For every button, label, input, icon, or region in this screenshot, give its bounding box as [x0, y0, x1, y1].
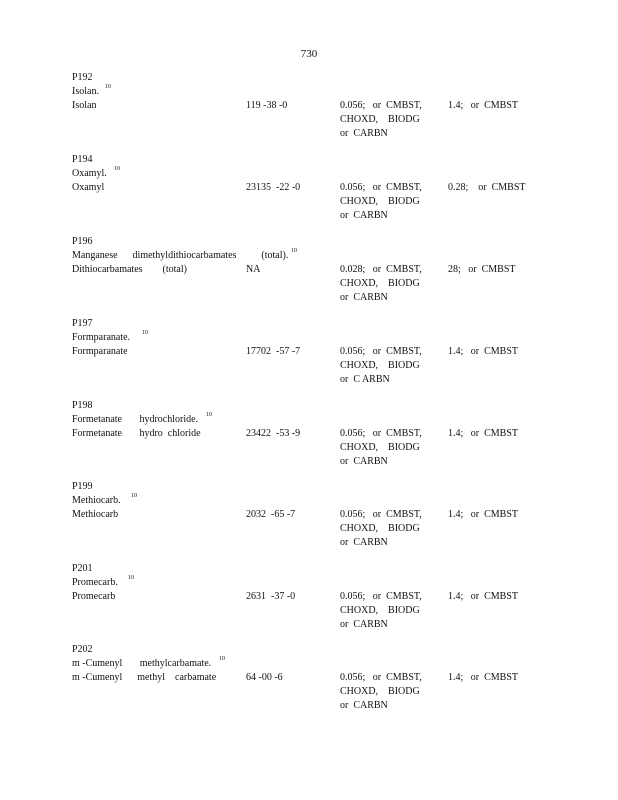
wastewater-standard-line-1: 0.056; or CMBST, — [340, 509, 422, 520]
wastewater-standard-line-1: 0.056; or CMBST, — [340, 428, 422, 439]
waste-code: P198 — [72, 400, 93, 411]
entry-title: Isolan. — [72, 86, 99, 97]
entry-title: Promecarb. — [72, 577, 118, 588]
cas-number: 23422 -53 -9 — [246, 428, 301, 439]
wastewater-standard-line-3: or CARBN — [340, 537, 388, 548]
entry-title: Methiocarb. — [72, 495, 121, 506]
entry-title: Formetanate hydrochloride. — [72, 414, 199, 425]
wastewater-standard-line-2: CHOXD, BIODG — [340, 605, 420, 616]
cas-number: 64 -00 -6 — [246, 672, 283, 683]
waste-entry-p194 — [72, 154, 552, 226]
footnote-marker: 10 — [128, 575, 134, 581]
entry-title: m -Cumenyl methylcarbamate. — [72, 658, 212, 669]
cas-number: 2032 -65 -7 — [246, 509, 296, 520]
wastewater-standard-line-2: CHOXD, BIODG — [340, 442, 420, 453]
waste-entry-p196 — [72, 236, 552, 308]
nonwastewater-standard: 1.4; or CMBST — [448, 100, 519, 111]
footnote-marker: 10 — [291, 248, 297, 254]
waste-code: P196 — [72, 236, 93, 247]
footnote-marker: 10 — [114, 166, 120, 172]
entry-title: Oxamyl. — [72, 168, 107, 179]
wastewater-standard-line-2: CHOXD, BIODG — [340, 278, 420, 289]
nonwastewater-standard: 1.4; or CMBST — [448, 428, 519, 439]
constituent-name: Promecarb — [72, 591, 116, 602]
waste-code: P199 — [72, 481, 93, 492]
waste-entry-p197 — [72, 318, 552, 390]
nonwastewater-standard: 0.28; or CMBST — [448, 182, 526, 193]
footnote-marker: 10 — [131, 493, 137, 499]
cas-number: 119 -38 -0 — [246, 100, 288, 111]
wastewater-standard-line-1: 0.056; or CMBST, — [340, 100, 422, 111]
cas-number: 17702 -57 -7 — [246, 346, 301, 357]
wastewater-standard-line-1: 0.056; or CMBST, — [340, 182, 422, 193]
wastewater-standard-line-2: CHOXD, BIODG — [340, 360, 420, 371]
entry-title: Manganese dimethyldithiocarbamates (total). — [72, 250, 289, 261]
wastewater-standard-line-3: or CARBN — [340, 619, 388, 630]
waste-code: P192 — [72, 72, 93, 83]
wastewater-standard-line-2: CHOXD, BIODG — [340, 114, 420, 125]
footnote-marker: 10 — [142, 330, 148, 336]
constituent-name: Isolan — [72, 100, 97, 111]
wastewater-standard-line-3: or CARBN — [340, 292, 388, 303]
waste-code: P194 — [72, 154, 93, 165]
wastewater-standard-line-3: or CARBN — [340, 128, 388, 139]
wastewater-standard-line-1: 0.028; or CMBST, — [340, 264, 422, 275]
waste-code: P197 — [72, 318, 93, 329]
waste-entry-p202 — [72, 644, 552, 716]
entry-title: Formparanate. — [72, 332, 131, 343]
wastewater-standard-line-1: 0.056; or CMBST, — [340, 346, 422, 357]
waste-entry-p192 — [72, 72, 552, 144]
cas-number: 23135 -22 -0 — [246, 182, 301, 193]
constituent-name: Methiocarb — [72, 509, 119, 520]
page-number: 730 — [300, 48, 318, 60]
constituent-name: Dithiocarbamates (total) — [72, 264, 187, 275]
wastewater-standard-line-2: CHOXD, BIODG — [340, 686, 420, 697]
footnote-marker: 10 — [206, 412, 212, 418]
footnote-marker: 10 — [105, 84, 111, 90]
wastewater-standard-line-3: or CARBN — [340, 210, 388, 221]
wastewater-standard-line-3: or CARBN — [340, 456, 388, 467]
waste-entry-p199 — [72, 481, 552, 553]
nonwastewater-standard: 1.4; or CMBST — [448, 591, 519, 602]
cas-number: 2631 -37 -0 — [246, 591, 296, 602]
nonwastewater-standard: 28; or CMBST — [448, 264, 516, 275]
constituent-name: Formparanate — [72, 346, 128, 357]
wastewater-standard-line-1: 0.056; or CMBST, — [340, 591, 422, 602]
waste-code: P202 — [72, 644, 93, 655]
waste-entry-p201 — [72, 563, 552, 635]
nonwastewater-standard: 1.4; or CMBST — [448, 672, 519, 683]
nonwastewater-standard: 1.4; or CMBST — [448, 346, 519, 357]
wastewater-standard-line-3: or C ARBN — [340, 374, 390, 385]
wastewater-standard-line-2: CHOXD, BIODG — [340, 523, 420, 534]
wastewater-standard-line-1: 0.056; or CMBST, — [340, 672, 422, 683]
wastewater-standard-line-2: CHOXD, BIODG — [340, 196, 420, 207]
wastewater-standard-line-3: or CARBN — [340, 700, 388, 711]
footnote-marker: 10 — [219, 656, 225, 662]
waste-code: P201 — [72, 563, 93, 574]
cas-number: NA — [246, 264, 261, 275]
constituent-name: m -Cumenyl methyl carbamate — [72, 672, 217, 683]
constituent-name: Formetanate hydro chloride — [72, 428, 201, 439]
nonwastewater-standard: 1.4; or CMBST — [448, 509, 519, 520]
waste-entry-p198 — [72, 400, 552, 472]
constituent-name: Oxamyl — [72, 182, 105, 193]
